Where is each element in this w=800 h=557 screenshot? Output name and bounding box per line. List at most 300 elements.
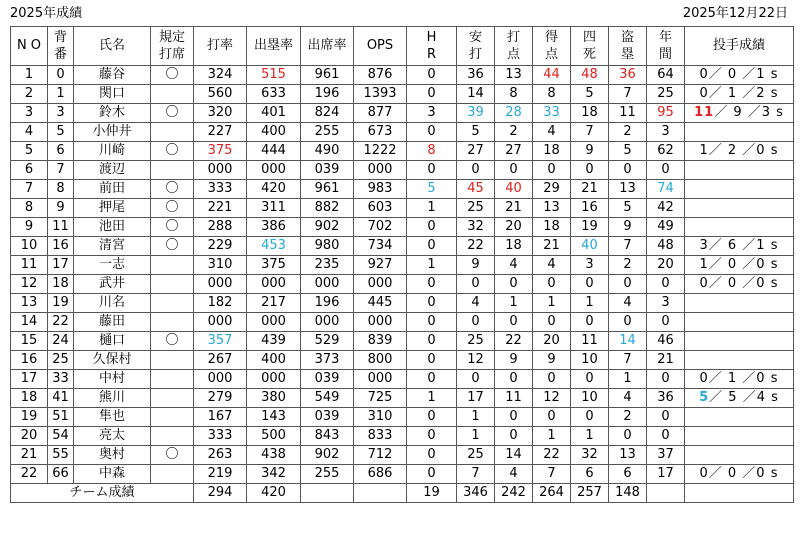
cell-no: 11 <box>11 256 48 275</box>
cell-hits: 25 <box>457 199 495 218</box>
cell-attendance: 373 <box>301 351 354 370</box>
table-row <box>11 199 794 218</box>
cell-pitching <box>685 370 794 389</box>
cell-ops: 000 <box>354 275 407 294</box>
cell-hits: 36 <box>457 66 495 85</box>
cell-ops: 445 <box>354 294 407 313</box>
cell-avg: 279 <box>194 389 247 408</box>
cell-walks: 5 <box>571 85 609 104</box>
cell-attendance: 824 <box>301 104 354 123</box>
cell-hr: 0 <box>407 237 457 256</box>
cell-runs: 4 <box>533 123 571 142</box>
header-batting-average: 打率 <box>194 27 247 66</box>
cell-hits: 1 <box>457 408 495 427</box>
cell-name: 池田 <box>74 218 151 237</box>
cell-name: 前田 <box>74 180 151 199</box>
team-hits: 346 <box>457 484 495 503</box>
cell-pitching <box>685 218 794 237</box>
team-empty-2 <box>354 484 407 503</box>
header-runs: 得 点 <box>533 27 571 66</box>
cell-runs: 7 <box>533 465 571 484</box>
cell-qualified <box>151 161 194 180</box>
cell-ops: 927 <box>354 256 407 275</box>
cell-walks: 0 <box>571 275 609 294</box>
cell-no: 2 <box>11 85 48 104</box>
cell-no: 1 <box>11 66 48 85</box>
team-rbi: 242 <box>495 484 533 503</box>
cell-ops: 876 <box>354 66 407 85</box>
cell-qualified <box>151 256 194 275</box>
table-row <box>11 123 794 142</box>
table-row <box>11 351 794 370</box>
cell-runs: 8 <box>533 85 571 104</box>
cell-pitching <box>685 389 794 408</box>
cell-rbi: 18 <box>495 237 533 256</box>
cell-back-number: 5 <box>48 123 74 142</box>
cell-pitching <box>685 427 794 446</box>
team-walks: 257 <box>571 484 609 503</box>
cell-obp: 143 <box>247 408 301 427</box>
cell-walks: 19 <box>571 218 609 237</box>
cell-ops: 702 <box>354 218 407 237</box>
cell-games: 0 <box>647 275 685 294</box>
cell-pitching <box>685 66 794 85</box>
cell-games: 0 <box>647 408 685 427</box>
table-row <box>11 104 794 123</box>
team-empty-4 <box>685 484 794 503</box>
cell-runs: 22 <box>533 446 571 465</box>
cell-hits: 25 <box>457 332 495 351</box>
cell-name: 中森 <box>74 465 151 484</box>
cell-qualified <box>151 465 194 484</box>
cell-hr: 0 <box>407 66 457 85</box>
pitching-record: 1／ 2 ／0 s <box>699 143 779 158</box>
cell-pitching <box>685 351 794 370</box>
pitching-record: 0／ 0 ／0 s <box>699 276 779 291</box>
cell-no: 22 <box>11 465 48 484</box>
cell-sb: 13 <box>609 446 647 465</box>
pitching-record: 3／ 6 ／1 s <box>699 238 779 253</box>
cell-qualified <box>151 351 194 370</box>
cell-attendance: 039 <box>301 370 354 389</box>
cell-attendance: 196 <box>301 294 354 313</box>
cell-qualified: 〇 <box>151 446 194 465</box>
team-runs: 264 <box>533 484 571 503</box>
cell-hr: 5 <box>407 180 457 199</box>
cell-attendance: 490 <box>301 142 354 161</box>
cell-ops: 983 <box>354 180 407 199</box>
cell-games: 48 <box>647 237 685 256</box>
cell-avg: 219 <box>194 465 247 484</box>
cell-obp: 420 <box>247 180 301 199</box>
cell-runs: 9 <box>533 351 571 370</box>
cell-back-number: 22 <box>48 313 74 332</box>
cell-qualified <box>151 85 194 104</box>
cell-ops: 839 <box>354 332 407 351</box>
cell-sb: 2 <box>609 256 647 275</box>
cell-rbi: 14 <box>495 446 533 465</box>
cell-avg: 320 <box>194 104 247 123</box>
cell-qualified <box>151 123 194 142</box>
cell-avg: 375 <box>194 142 247 161</box>
cell-pitching <box>685 123 794 142</box>
cell-hits: 27 <box>457 142 495 161</box>
cell-rbi: 0 <box>495 370 533 389</box>
cell-obp: 401 <box>247 104 301 123</box>
cell-sb: 6 <box>609 465 647 484</box>
cell-no: 6 <box>11 161 48 180</box>
table-row <box>11 313 794 332</box>
pitching-record: 0／ 0 ／1 s <box>699 67 779 82</box>
cell-pitching <box>685 446 794 465</box>
cell-obp: 375 <box>247 256 301 275</box>
header-row <box>11 27 794 66</box>
pitching-wins: 5 <box>699 390 710 405</box>
cell-runs: 13 <box>533 199 571 218</box>
cell-sb: 13 <box>609 180 647 199</box>
cell-attendance: 980 <box>301 237 354 256</box>
cell-avg: 221 <box>194 199 247 218</box>
cell-games: 42 <box>647 199 685 218</box>
cell-hits: 1 <box>457 427 495 446</box>
cell-walks: 3 <box>571 256 609 275</box>
cell-walks: 7 <box>571 123 609 142</box>
cell-back-number: 16 <box>48 237 74 256</box>
cell-walks: 10 <box>571 351 609 370</box>
cell-pitching <box>685 313 794 332</box>
table-row <box>11 180 794 199</box>
team-empty-1 <box>301 484 354 503</box>
cell-games: 0 <box>647 427 685 446</box>
cell-sb: 2 <box>609 123 647 142</box>
pitching-record: 0／ 0 ／0 s <box>699 466 779 481</box>
cell-attendance: 902 <box>301 218 354 237</box>
cell-qualified <box>151 370 194 389</box>
header-walks: 四 死 <box>571 27 609 66</box>
cell-no: 3 <box>11 104 48 123</box>
cell-qualified: 〇 <box>151 332 194 351</box>
pitching-record: 0／ 1 ／2 s <box>699 86 779 101</box>
cell-attendance: 000 <box>301 313 354 332</box>
cell-runs: 21 <box>533 237 571 256</box>
cell-obp: 217 <box>247 294 301 313</box>
cell-hits: 0 <box>457 370 495 389</box>
cell-sb: 9 <box>609 218 647 237</box>
cell-no: 21 <box>11 446 48 465</box>
cell-sb: 5 <box>609 142 647 161</box>
cell-runs: 29 <box>533 180 571 199</box>
cell-no: 18 <box>11 389 48 408</box>
cell-avg: 333 <box>194 427 247 446</box>
table-row <box>11 85 794 104</box>
cell-name: 藤谷 <box>74 66 151 85</box>
cell-no: 7 <box>11 180 48 199</box>
header-qualified: 規定 打席 <box>151 27 194 66</box>
cell-hr: 0 <box>407 275 457 294</box>
cell-pitching <box>685 85 794 104</box>
cell-qualified: 〇 <box>151 218 194 237</box>
cell-ops: 800 <box>354 351 407 370</box>
cell-back-number: 17 <box>48 256 74 275</box>
cell-qualified <box>151 294 194 313</box>
cell-rbi: 2 <box>495 123 533 142</box>
stats-table <box>10 26 794 503</box>
header-no: N O <box>11 27 48 66</box>
cell-back-number: 6 <box>48 142 74 161</box>
cell-no: 13 <box>11 294 48 313</box>
cell-attendance: 000 <box>301 275 354 294</box>
cell-sb: 5 <box>609 199 647 218</box>
cell-runs: 20 <box>533 332 571 351</box>
cell-attendance: 235 <box>301 256 354 275</box>
cell-back-number: 3 <box>48 104 74 123</box>
cell-sb: 0 <box>609 427 647 446</box>
cell-ops: 000 <box>354 161 407 180</box>
cell-games: 0 <box>647 161 685 180</box>
cell-name: 藤田 <box>74 313 151 332</box>
cell-name: 中村 <box>74 370 151 389</box>
header-name: 氏名 <box>74 27 151 66</box>
cell-name: 武井 <box>74 275 151 294</box>
cell-name: 樋口 <box>74 332 151 351</box>
report-title: 2025年成績 <box>10 6 83 21</box>
table-row <box>11 465 794 484</box>
cell-hr: 1 <box>407 389 457 408</box>
cell-back-number: 51 <box>48 408 74 427</box>
cell-no: 20 <box>11 427 48 446</box>
pitching-record: ／ 9 ／3 s <box>714 105 784 120</box>
cell-games: 0 <box>647 313 685 332</box>
cell-hr: 0 <box>407 446 457 465</box>
cell-rbi: 9 <box>495 351 533 370</box>
cell-ops: 712 <box>354 446 407 465</box>
cell-walks: 48 <box>571 66 609 85</box>
cell-games: 0 <box>647 370 685 389</box>
cell-runs: 4 <box>533 256 571 275</box>
cell-hr: 0 <box>407 218 457 237</box>
pitching-wins: 11 <box>694 105 715 120</box>
cell-obp: 000 <box>247 161 301 180</box>
cell-back-number: 25 <box>48 351 74 370</box>
table-row <box>11 408 794 427</box>
cell-avg: 000 <box>194 313 247 332</box>
table-row <box>11 256 794 275</box>
cell-name: 小仲井 <box>74 123 151 142</box>
cell-attendance: 961 <box>301 180 354 199</box>
cell-walks: 10 <box>571 389 609 408</box>
cell-games: 95 <box>647 104 685 123</box>
cell-hr: 8 <box>407 142 457 161</box>
cell-obp: 400 <box>247 123 301 142</box>
cell-no: 5 <box>11 142 48 161</box>
cell-walks: 6 <box>571 465 609 484</box>
cell-obp: 386 <box>247 218 301 237</box>
team-hr: 19 <box>407 484 457 503</box>
cell-back-number: 24 <box>48 332 74 351</box>
cell-qualified <box>151 408 194 427</box>
cell-walks: 0 <box>571 313 609 332</box>
cell-hits: 39 <box>457 104 495 123</box>
cell-obp: 000 <box>247 370 301 389</box>
cell-rbi: 22 <box>495 332 533 351</box>
cell-walks: 16 <box>571 199 609 218</box>
pitching-record: ／ 5 ／4 s <box>709 390 779 405</box>
cell-avg: 288 <box>194 218 247 237</box>
cell-hits: 25 <box>457 446 495 465</box>
cell-back-number: 8 <box>48 180 74 199</box>
cell-pitching <box>685 465 794 484</box>
cell-walks: 9 <box>571 142 609 161</box>
cell-obp: 515 <box>247 66 301 85</box>
cell-games: 3 <box>647 294 685 313</box>
cell-no: 19 <box>11 408 48 427</box>
cell-games: 20 <box>647 256 685 275</box>
cell-avg: 227 <box>194 123 247 142</box>
team-obp: 420 <box>247 484 301 503</box>
cell-rbi: 27 <box>495 142 533 161</box>
team-row <box>11 484 794 503</box>
cell-name: 亮太 <box>74 427 151 446</box>
cell-ops: 734 <box>354 237 407 256</box>
cell-name: 清宮 <box>74 237 151 256</box>
team-label: チーム成績 <box>11 484 194 503</box>
table-row <box>11 275 794 294</box>
cell-hits: 45 <box>457 180 495 199</box>
cell-name: 隼也 <box>74 408 151 427</box>
cell-name: 川名 <box>74 294 151 313</box>
cell-attendance: 529 <box>301 332 354 351</box>
cell-ops: 000 <box>354 370 407 389</box>
cell-hr: 3 <box>407 104 457 123</box>
cell-no: 10 <box>11 237 48 256</box>
cell-games: 37 <box>647 446 685 465</box>
cell-runs: 1 <box>533 294 571 313</box>
cell-obp: 000 <box>247 313 301 332</box>
cell-hits: 32 <box>457 218 495 237</box>
cell-name: 一志 <box>74 256 151 275</box>
team-avg: 294 <box>194 484 247 503</box>
cell-attendance: 882 <box>301 199 354 218</box>
cell-qualified: 〇 <box>151 199 194 218</box>
cell-name: 鈴木 <box>74 104 151 123</box>
cell-pitching <box>685 256 794 275</box>
table-row <box>11 161 794 180</box>
table-row <box>11 294 794 313</box>
cell-no: 8 <box>11 199 48 218</box>
cell-rbi: 28 <box>495 104 533 123</box>
cell-hits: 14 <box>457 85 495 104</box>
cell-obp: 342 <box>247 465 301 484</box>
cell-pitching <box>685 408 794 427</box>
table-row <box>11 66 794 85</box>
table-row <box>11 370 794 389</box>
cell-runs: 1 <box>533 427 571 446</box>
team-sb: 148 <box>609 484 647 503</box>
cell-hits: 7 <box>457 465 495 484</box>
cell-pitching <box>685 332 794 351</box>
cell-sb: 0 <box>609 275 647 294</box>
cell-rbi: 0 <box>495 408 533 427</box>
cell-runs: 44 <box>533 66 571 85</box>
cell-games: 21 <box>647 351 685 370</box>
cell-avg: 000 <box>194 275 247 294</box>
cell-runs: 18 <box>533 218 571 237</box>
cell-no: 9 <box>11 218 48 237</box>
cell-pitching <box>685 294 794 313</box>
cell-avg: 000 <box>194 161 247 180</box>
cell-attendance: 255 <box>301 123 354 142</box>
cell-attendance: 255 <box>301 465 354 484</box>
table-row <box>11 389 794 408</box>
cell-sb: 4 <box>609 294 647 313</box>
table-row <box>11 446 794 465</box>
cell-hr: 0 <box>407 294 457 313</box>
cell-attendance: 843 <box>301 427 354 446</box>
cell-rbi: 20 <box>495 218 533 237</box>
cell-games: 74 <box>647 180 685 199</box>
cell-hr: 0 <box>407 332 457 351</box>
cell-obp: 439 <box>247 332 301 351</box>
cell-pitching <box>685 275 794 294</box>
cell-qualified <box>151 389 194 408</box>
cell-games: 3 <box>647 123 685 142</box>
cell-obp: 380 <box>247 389 301 408</box>
cell-qualified: 〇 <box>151 180 194 199</box>
cell-walks: 18 <box>571 104 609 123</box>
header-rbi: 打 点 <box>495 27 533 66</box>
cell-back-number: 7 <box>48 161 74 180</box>
cell-name: 奥村 <box>74 446 151 465</box>
cell-obp: 000 <box>247 275 301 294</box>
cell-back-number: 11 <box>48 218 74 237</box>
cell-obp: 438 <box>247 446 301 465</box>
cell-sb: 7 <box>609 85 647 104</box>
cell-avg: 310 <box>194 256 247 275</box>
cell-no: 14 <box>11 313 48 332</box>
cell-rbi: 0 <box>495 427 533 446</box>
cell-attendance: 039 <box>301 408 354 427</box>
cell-ops: 603 <box>354 199 407 218</box>
cell-hr: 0 <box>407 123 457 142</box>
cell-hits: 4 <box>457 294 495 313</box>
header-hits: 安 打 <box>457 27 495 66</box>
cell-qualified: 〇 <box>151 104 194 123</box>
cell-name: 川崎 <box>74 142 151 161</box>
cell-back-number: 41 <box>48 389 74 408</box>
cell-qualified: 〇 <box>151 66 194 85</box>
cell-hr: 0 <box>407 85 457 104</box>
cell-sb: 14 <box>609 332 647 351</box>
cell-name: 押尾 <box>74 199 151 218</box>
cell-hr: 0 <box>407 427 457 446</box>
cell-attendance: 039 <box>301 161 354 180</box>
cell-pitching <box>685 161 794 180</box>
cell-rbi: 8 <box>495 85 533 104</box>
cell-back-number: 66 <box>48 465 74 484</box>
cell-walks: 40 <box>571 237 609 256</box>
cell-avg: 229 <box>194 237 247 256</box>
cell-games: 25 <box>647 85 685 104</box>
cell-back-number: 0 <box>48 66 74 85</box>
cell-avg: 357 <box>194 332 247 351</box>
cell-pitching <box>685 104 794 123</box>
cell-obp: 444 <box>247 142 301 161</box>
team-empty-3 <box>647 484 685 503</box>
cell-hr: 0 <box>407 161 457 180</box>
cell-ops: 1222 <box>354 142 407 161</box>
header-attendance: 出席率 <box>301 27 354 66</box>
table-row <box>11 237 794 256</box>
